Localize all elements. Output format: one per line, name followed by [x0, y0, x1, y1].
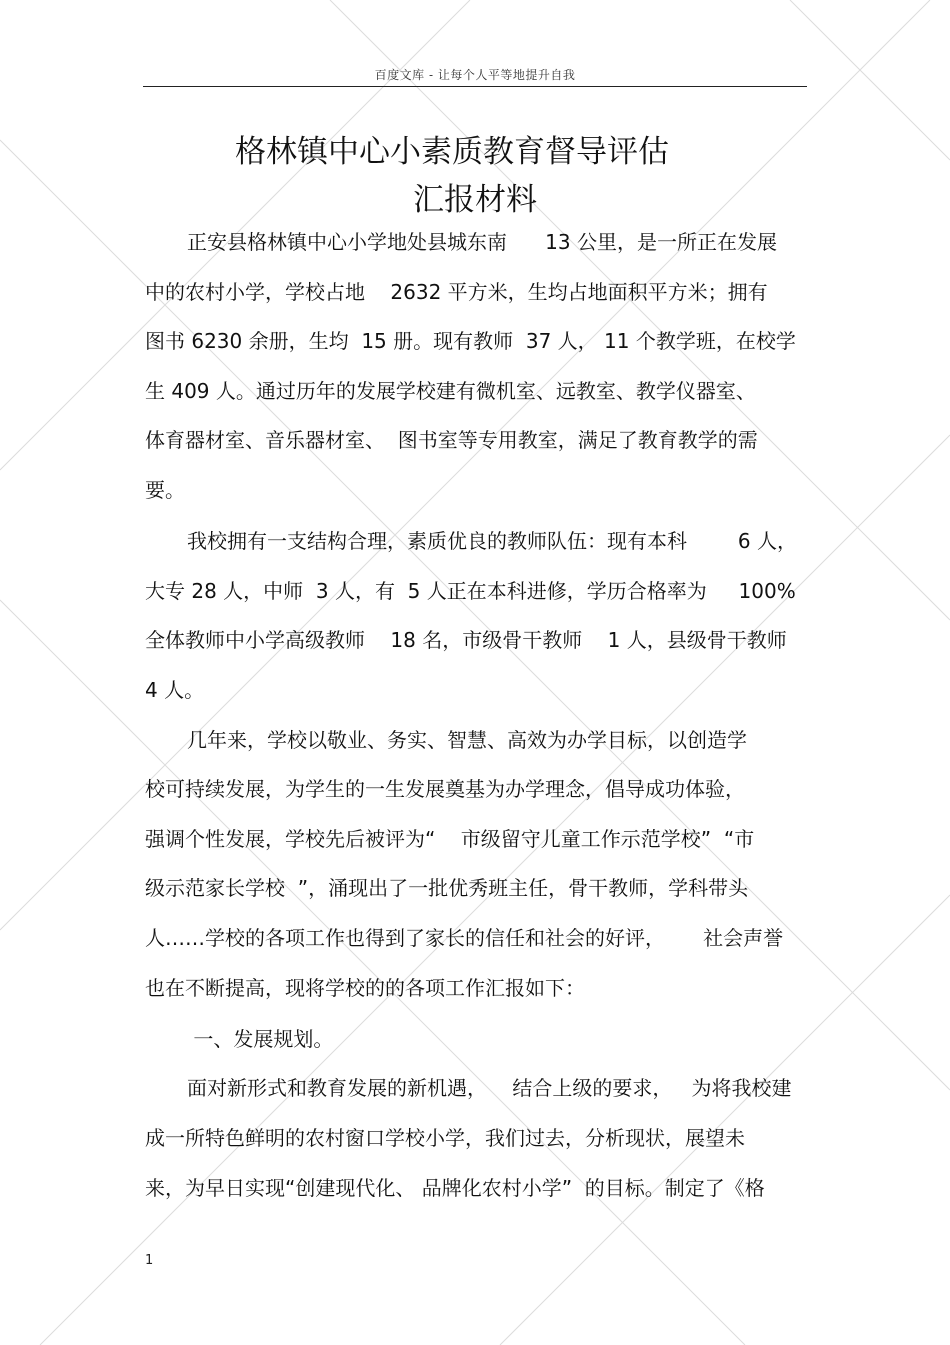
document-subtitle: 汇报材料	[413, 182, 537, 218]
body-line: 级示范家长学校 ”，涌现出了一批优秀班主任，骨干教师，学科带头	[145, 876, 749, 900]
body-line: 中的农村小学，学校占地 2632 平方米，生均占地面积平方米；拥有	[145, 280, 768, 304]
body-line: 人……学校的各项工作也得到了家长的信任和社会的好评， 社会声誉	[145, 926, 784, 950]
body-line: 校可持续发展，为学生的一生发展奠基为办学理念，倡导成功体验，	[145, 777, 745, 801]
body-line: 强调个性发展，学校先后被评为“ 市级留守儿童工作示范学校” “市	[145, 827, 755, 851]
body-line: 体育器材室、音乐器材室、 图书室等专用教室，满足了教育教学的需	[145, 428, 758, 452]
body-line: 也在不断提高，现将学校的的各项工作汇报如下：	[145, 976, 585, 1000]
header-divider	[143, 86, 807, 87]
body-line: 正安县格林镇中心小学地处县城东南 13 公里，是一所正在发展	[187, 230, 777, 254]
page-number: 1	[145, 1253, 154, 1268]
page-header: 百度文库 - 让每个人平等地提升自我	[374, 68, 576, 82]
body-line: 成一所特色鲜明的农村窗口学校小学，我们过去，分析现状，展望未	[145, 1126, 745, 1150]
body-line: 图书 6230 余册，生均 15 册。现有教师 37 人， 11 个教学班，在校学	[145, 329, 796, 353]
body-line: 来，为早日实现“创建现代化、 品牌化农村小学” 的目标。制定了《格	[145, 1176, 765, 1200]
body-line: 大专 28 人，中师 3 人，有 5 人正在本科进修，学历合格率为 100%	[145, 579, 796, 603]
document-title: 格林镇中心小素质教育督导评估	[235, 134, 669, 170]
body-line: 几年来，学校以敬业、务实、智慧、高效为办学目标，以创造学	[187, 728, 747, 752]
section-heading: 一、发展规划。	[187, 1027, 334, 1051]
body-line: 生 409 人。通过历年的发展学校建有微机室、远教室、教学仪器室、	[145, 379, 756, 403]
body-line: 面对新形式和教育发展的新机遇， 结合上级的要求， 为将我校建	[187, 1076, 792, 1100]
body-line: 全体教师中小学高级教师 18 名，市级骨干教师 1 人，县级骨干教师	[145, 628, 787, 652]
body-line: 我校拥有一支结构合理，素质优良的教师队伍：现有本科 6 人，	[187, 529, 797, 553]
body-line: 4 人。	[145, 678, 205, 702]
body-line: 要。	[145, 478, 185, 502]
